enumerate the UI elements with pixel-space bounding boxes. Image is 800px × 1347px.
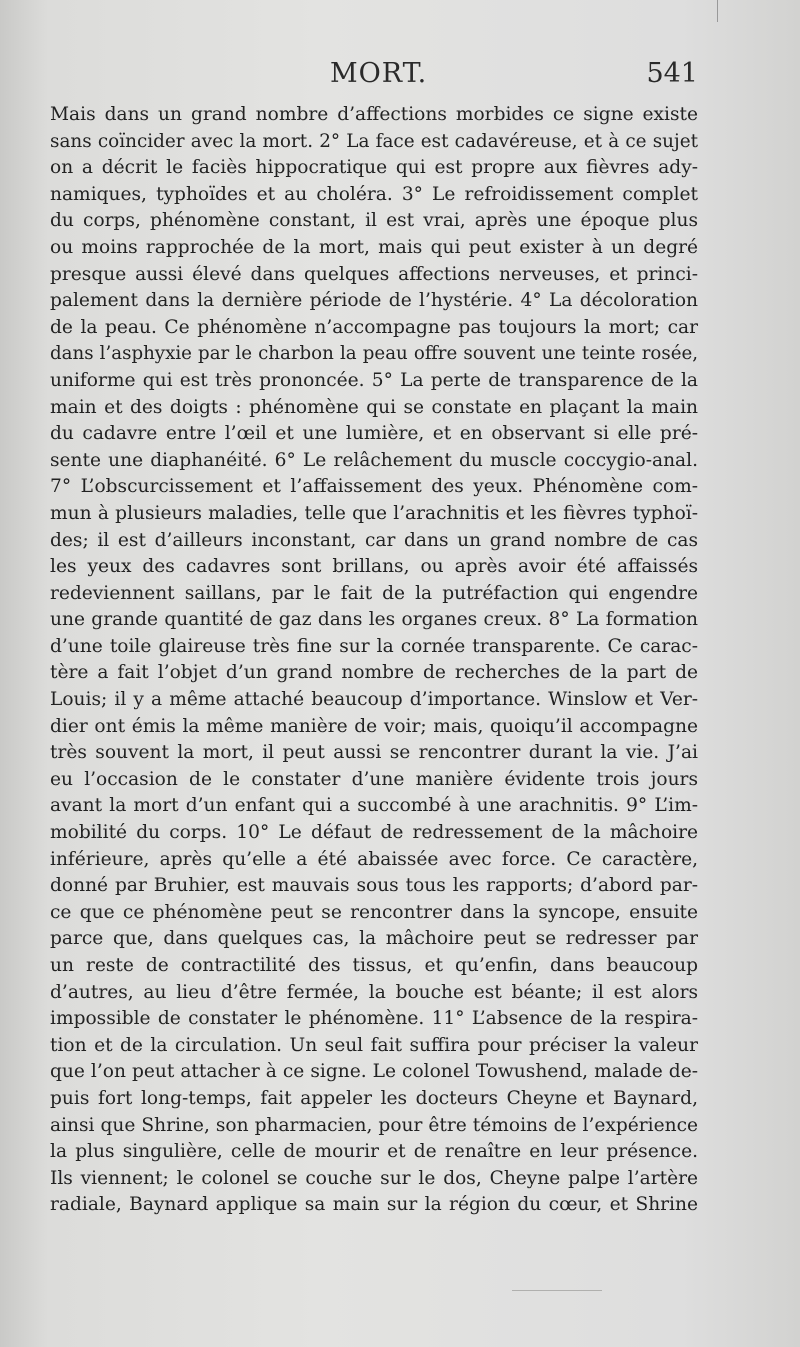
running-title: MORT. <box>330 58 428 89</box>
text-line: ainsi que Shrine, son pharmacien, pour être témoins de l’expérience <box>50 1114 698 1136</box>
text-line: Mais dans un grand nombre d’affections morbides ce signe existe <box>50 104 698 125</box>
text-line: uniforme qui est très prononcée. 5° La perte de transparence de la <box>50 369 698 391</box>
text-line: inférieure, après qu’elle a été abaissée avec force. Ce caractère, <box>50 848 698 870</box>
page-edge-mark <box>717 0 718 22</box>
text-line: main et des doigts : phénomène qui se constate en plaçant la main <box>50 396 698 418</box>
text-line: avant la mort d’un enfant qui a succombé à une arachnitis. 9° L’im- <box>50 795 698 817</box>
text-line: tère a fait l’objet d’un grand nombre de recherches de la part de <box>50 662 698 684</box>
text-line: un reste de contractilité des tissus, et qu’enfin, dans beaucoup <box>50 955 698 976</box>
text-line: donné par Bruhier, est mauvais sous tous les rapports; d’abord par- <box>50 875 698 897</box>
text-line: namiques, typhoïdes et au choléra. 3° Le refroidissement complet <box>50 183 698 205</box>
text-line: que l’on peut attacher à ce signe. Le colonel Towushend, malade de- <box>50 1061 698 1083</box>
text-line: une grande quantité de gaz dans les organes creux. 8° La formation <box>50 609 698 631</box>
text-line: Ils viennent; le colonel se couche sur le dos, Cheyne palpe l’artère <box>50 1167 698 1189</box>
text-line: eu l’occasion de le constater d’une manière évidente trois jours <box>50 768 698 790</box>
text-line: presque aussi élevé dans quelques affections nerveuses, et princi- <box>50 263 698 285</box>
text-line: du corps, phénomène constant, il est vrai, après une époque plus <box>50 210 698 232</box>
text-line: 7° L’obscurcissement et l’affaissement des yeux. Phénomène com- <box>50 476 698 498</box>
text-line: dans l’asphyxie par le charbon la peau offre souvent une teinte rosée, <box>50 343 698 365</box>
text-line: sente une diaphanéité. 6° Le relâchement du muscle coccygio-anal. <box>50 449 698 471</box>
text-line: palement dans la dernière période de l’hystérie. 4° La décoloration <box>50 290 698 312</box>
text-line: de la peau. Ce phénomène n’accompagne pas toujours la mort; car <box>50 316 698 338</box>
text-line: très souvent la mort, il peut aussi se rencontrer durant la vie. J’ai <box>50 742 698 764</box>
text-line: du cadavre entre l’œil et une lumière, et en observant si elle pré- <box>50 423 698 445</box>
text-line: mobilité du corps. 10° Le défaut de redressement de la mâchoire <box>50 822 698 844</box>
page-number: 541 <box>646 58 698 89</box>
text-line: puis fort long-temps, fait appeler les docteurs Cheyne et Baynard, <box>50 1087 698 1109</box>
text-line: radiale, Baynard applique sa main sur la région du cœur, et Shrine <box>50 1194 698 1216</box>
text-line: parce que, dans quelques cas, la mâchoire peut se redresser par <box>50 928 698 950</box>
text-line: redeviennent saillans, par le fait de la putréfaction qui engendre <box>50 582 698 604</box>
running-head <box>52 58 698 98</box>
text-line: ce que ce phénomène peut se rencontrer dans la syncope, ensuite <box>50 901 698 923</box>
text-line: sans coïncider avec la mort. 2° La face est cadavéreuse, et à ce sujet <box>50 130 698 152</box>
text-line: d’une toile glaireuse très fine sur la cornée transparente. Ce carac- <box>50 635 698 657</box>
text-line: les yeux des cadavres sont brillans, ou après avoir été affaissés <box>50 556 698 578</box>
text-line: ou moins rapprochée de la mort, mais qui peut exister à un degré <box>50 236 698 258</box>
text-line: des; il est d’ailleurs inconstant, car dans un grand nombre de cas <box>50 529 698 551</box>
body-text <box>50 102 698 1219</box>
text-line: Louis; il y a même attaché beaucoup d’importance. Winslow et Ver- <box>50 689 698 711</box>
text-line: on a décrit le faciès hippocratique qui est propre aux fièvres ady- <box>50 157 698 179</box>
text-line: la plus singulière, celle de mourir et de renaître en leur présence. <box>50 1141 698 1163</box>
text-line: impossible de constater le phénomène. 11° L’absence de la respira- <box>50 1008 698 1030</box>
text-line: tion et de la circulation. Un seul fait suffira pour préciser la valeur <box>50 1034 698 1056</box>
text-line: d’autres, au lieu d’être fermée, la bouche est béante; il est alors <box>50 981 698 1003</box>
text-line: dier ont émis la même manière de voir; mais, quoiqu’il accompagne <box>50 715 698 737</box>
text-line: mun à plusieurs maladies, telle que l’arachnitis et les fièvres typhoï- <box>50 502 698 524</box>
bottom-rule <box>512 1290 602 1291</box>
